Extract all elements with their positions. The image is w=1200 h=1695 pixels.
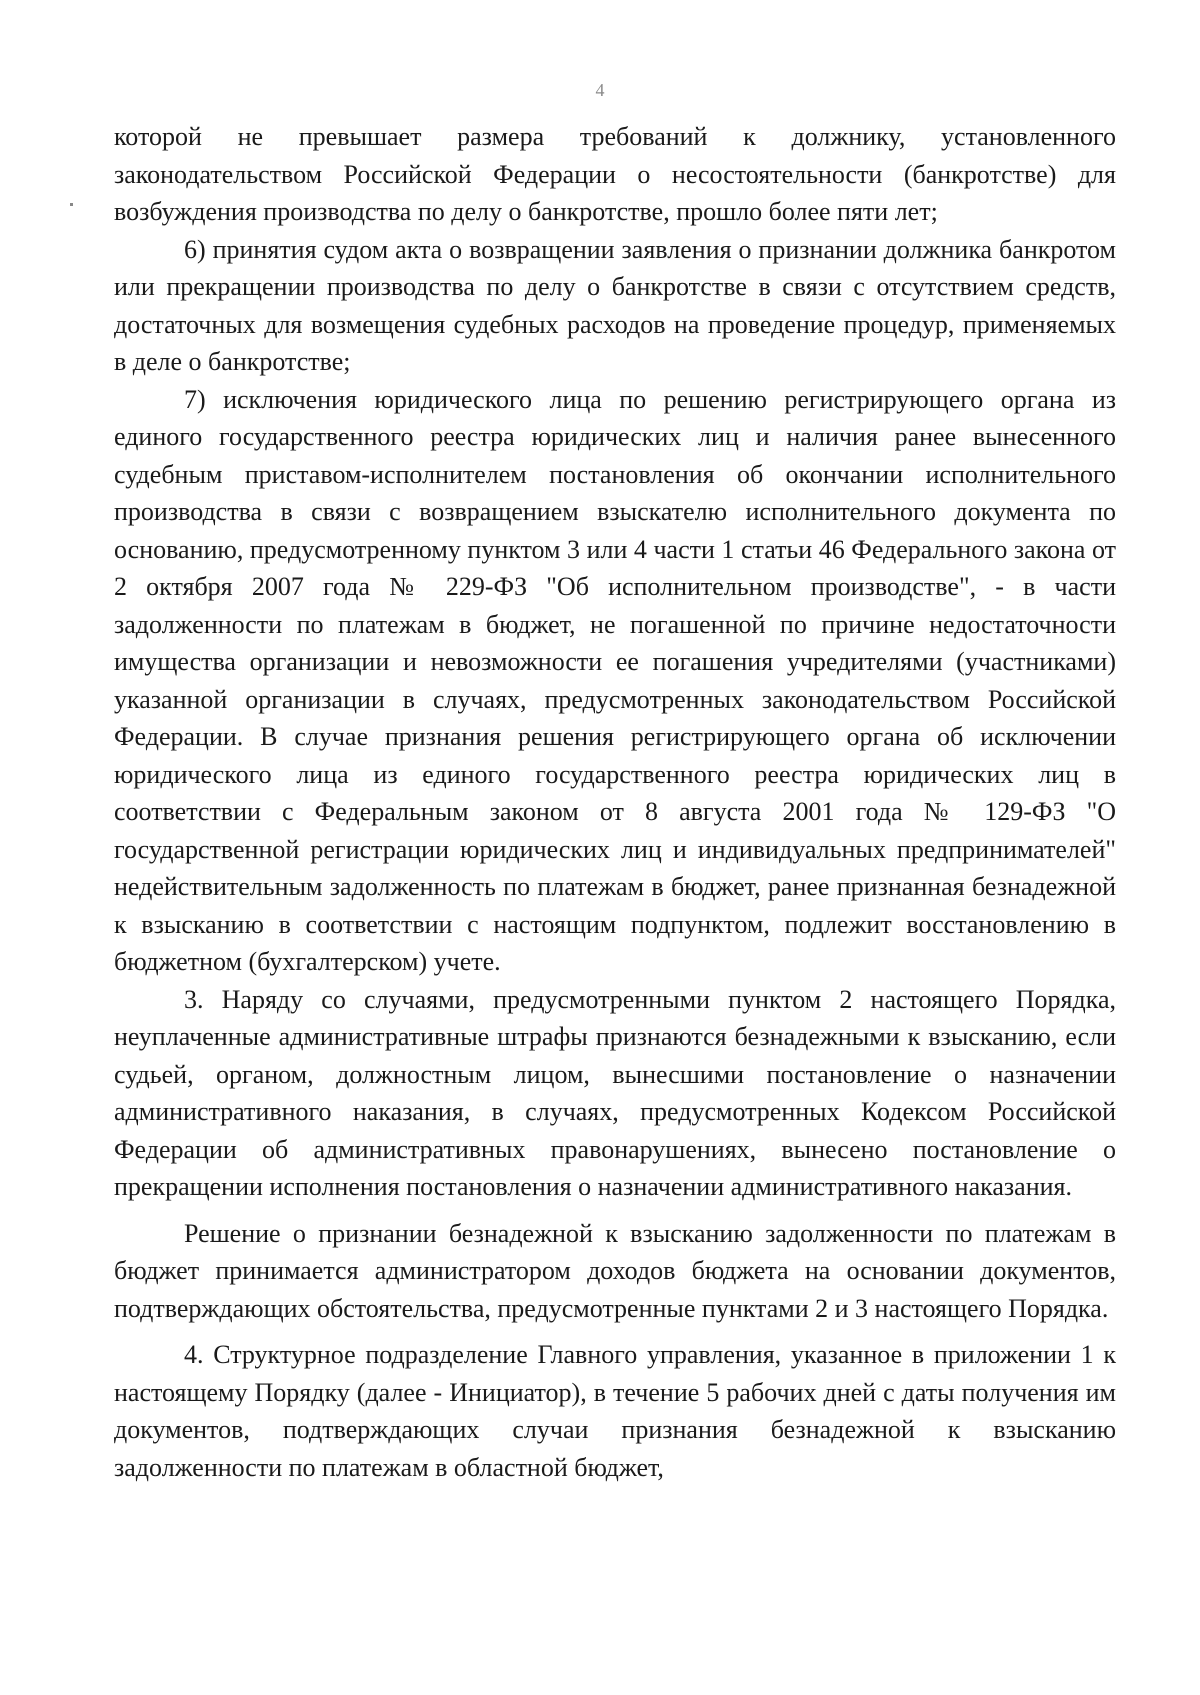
document-body: [114, 118, 1116, 1486]
paragraph-item-7: 7) исключения юридического лица по решению регистрирующего органа из единого государственного реестра юридических лиц и наличия ранее вынесенного судебным приставом-исполнителем постановления об окончании исполнительного производства в связи с возвращением взыскателю исполнительного документа по основанию, предусмотренному пунктом 3 или 4 части 1 статьи 46 Федерального закона от 2 октября 2007 года № 229-ФЗ "Об исполнительном производстве", - в части задолженности по платежам в бюджет, не погашенной по причине недостаточности имущества организации и невозможности ее погашения учредителями (участниками) указанной организации в случаях, предусмотренных законодательством Российской Федерации. В случае признания решения регистрирующего органа об исключении юридического лица из единого государственного реестра юридических лиц в соответствии с Федеральным законом от 8 августа 2001 года № 129-ФЗ "О государственной регистрации юридических лиц и индивидуальных предпринимателей" недействительным задолженность по платежам в бюджет, ранее признанная безнадежной к взысканию в соответствии с настоящим подпунктом, подлежит восстановлению в бюджетном (бухгалтерском) учете.: [114, 384, 1116, 976]
paragraph-clause-4: 4. Структурное подразделение Главного управления, указанное в приложении 1 к настоящему Порядку (далее - Инициатор), в течение 5 рабочих дней с даты получения им документов, подтверждающих случаи признания безнадежной к взысканию задолженности по платежам в областной бюджет,: [114, 1340, 1116, 1482]
page-number: 4: [595, 80, 605, 100]
margin-mark: [70, 203, 73, 206]
paragraph-clause-3: 3. Наряду со случаями, предусмотренными пунктом 2 настоящего Порядка, неуплаченные административные штрафы признаются безнадежными к взысканию, если судьей, органом, должностным лицом, вынесшими постановление о назначении административного наказания, в случаях, предусмотренных Кодексом Российской Федерации об административных правонарушениях, вынесено постановление о прекращении исполнения постановления о назначении административного наказания.: [114, 984, 1116, 1201]
paragraph-item-6: 6) принятия судом акта о возвращении заявления о признании должника банкротом или прекращении производства по делу о банкротстве в связи с отсутствием средств, достаточных для возмещения судебных расходов на проведение процедур, применяемых в деле о банкротстве;: [114, 234, 1116, 376]
paragraph-continuation: которой не превышает размера требований к должнику, установленного законодательством Российской Федерации о несостоятельности (банкротстве) для возбуждения производства по делу о банкротстве, прошло более пяти лет;: [114, 122, 1116, 226]
paragraph-decision: Решение о признании безнадежной к взысканию задолженности по платежам в бюджет принимается администратором доходов бюджета на основании документов, подтверждающих обстоятельства, предусмотренные пунктами 2 и 3 настоящего Порядка.: [114, 1218, 1116, 1323]
